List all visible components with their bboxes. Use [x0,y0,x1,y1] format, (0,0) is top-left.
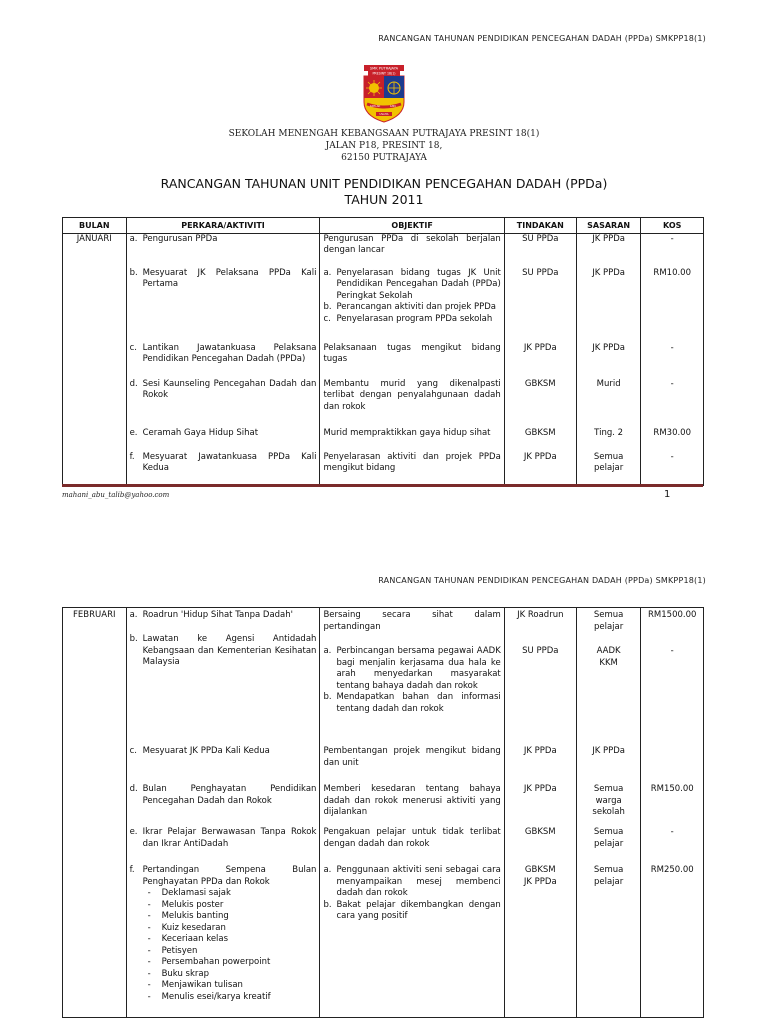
month-cell: FEBRUARI [63,608,127,1018]
header-kos: KOS [641,218,704,234]
footer-email: mahani_abu_talib@yahoo.com [62,491,170,499]
tindakan-cell: JK Roadrun SU PPDa JK PPDa JK PPDa GBKSM GBKSM JK PPDa [504,608,576,1018]
plan-table-page1 [62,217,704,486]
school-crest-icon [361,64,407,126]
title-line2: TAHUN 2011 [344,192,424,207]
school-name: SEKOLAH MENENGAH KEBANGSAAN PUTRAJAYA PRESINT 18(1) [228,129,540,139]
sasaran-cell: JK PPDa JK PPDa JK PPDa Murid Ting. 2 Semua pelajar [576,233,641,485]
school-address [0,128,768,164]
plan-table-page2 [62,607,704,1018]
objektif-cell: Bersaing secara sihat dalam pertandingan a. Perbincangan bersama pegawai AADK bagi menjalin kerjasama dua hala ke arah menyedarkan masyarakat tentang bahaya dadah dan rokok b. Mendapatkan bahan dan informasi tentang dadah dan rokok Pembentangan projek mengikut bidang dan unit Memberi kesedaran tentang bahaya dadah dan rokok menerusi aktiviti yang dijalankan Pengakuan pelajar untuk tidak terlibat dengan dadah dan rokok a. Penggunaan aktiviti seni sebagai cara menyampaikan mesej membenci dadah dan rokok b. Bakat pelajar dikembangkan dengan cara yang positif [320,608,504,1018]
perkara-cell: a. Pengurusan PPDa b. Mesyuarat JK Pelaksana PPDa Kali Pertama c. Lantikan Jawatankuasa Pelaksana Pendidikan Pencegahan Dadah (PPDa) d. Sesi Kaunseling Pencegahan Dadah dan Rokok e. Ceramah Gaya Hidup Sihat f. Mesyuarat Jawatankuasa PPDa Kali Kedua [126,233,320,485]
header-bulan: BULAN [63,218,127,234]
header-tindakan: TINDAKAN [504,218,576,234]
school-address-line2: 62150 PUTRAJAYA [341,153,427,163]
header-sasaran: SASARAN [576,218,641,234]
running-header-page2: RANCANGAN TAHUNAN PENDIDIKAN PENCEGAHAN DADAH (PPDa) SMKPP18(1) [378,576,706,585]
school-address-line1: JALAN P18, PRESINT 18, [325,141,443,151]
table-row [63,608,704,1018]
table-header-row [63,218,704,234]
crest-banner-sub: PRESINT 18(1) [372,71,396,76]
tindakan-cell: SU PPDa SU PPDa JK PPDa GBKSM GBKSM JK PPDa [504,233,576,485]
kos-cell: - RM10.00 - - RM30.00 - [641,233,704,485]
competition-list: - Deklamasi sajak - Melukis poster - Melukis banting - Kuiz kesedaran - Keceriaan kelas - Petisyen - Persembahan powerpoint - Buku skrap - Menjawikan tulisan - Menulis esei/karya kreatif [147,888,271,1002]
table-row [63,233,704,485]
document-title [0,176,768,208]
crest-banner-top: SMK PUTRAJAYA [369,66,399,71]
header-perkara: PERKARA/AKTIVITI [126,218,320,234]
month-cell: JANUARI [63,233,127,485]
kos-cell: RM1500.00 - RM150.00 - RM250.00 [641,608,704,1018]
title-line1: RANCANGAN TAHUNAN UNIT PENDIDIKAN PENCEGAHAN DADAH (PPDa) [160,176,608,191]
crest-motto-bottom: USAHA [379,113,389,117]
page-number: 1 [664,489,671,500]
crest-motto-right: ILMU [389,105,397,108]
footer-divider [62,484,703,487]
objektif-cell: Pengurusan PPDa di sekolah berjalan dengan lancar a. Penyelarasan bidang tugas JK Unit Pendidikan Pencegahan Dadah (PPDa) Peringkat Sekolah b. Perancangan aktiviti dan projek PPDa c. Penyelarasan program PPDa sekolah Pelaksanaan tugas mengikut bidang tugas Membantu murid yang dikenalpasti terlibat dengan penyalahgunaan dadah dan rokok Murid mempraktikkan gaya hidup sihat Penyelarasan aktiviti dan projek PPDa mengikut bidang [320,233,504,485]
perkara-cell: a. Roadrun 'Hidup Sihat Tanpa Dadah' b. Lawatan ke Agensi Antidadah Kebangsaan dan Kementerian Kesihatan Malaysia c. Mesyuarat JK PPDa Kali Kedua d. Bulan Penghayatan Pendidikan Pencegahan Dadah dan Rokok e. Ikrar Pelajar Berwawasan Tanpa Rokok dan Ikrar AntiDadah f. Pertandingan Sempena Bulan Penghayatan PPDa dan Rokok - Deklamasi sajak - Melukis poster - Melukis banting - Kuiz kesedaran - Keceriaan kelas - Petisyen - Persembahan powerpoint - Buku skrap - Menjawikan tulisan - Menulis esei/karya kreatif [126,608,320,1018]
sasaran-cell: Semua pelajar AADK KKM JK PPDa Semua warga sekolah Semua pelajar Semua pelajar [576,608,641,1018]
crest-motto-left: AKHLAK [369,105,381,108]
running-header: RANCANGAN TAHUNAN PENDIDIKAN PENCEGAHAN DADAH (PPDa) SMKPP18(1) [378,34,706,43]
header-objektif: OBJEKTIF [320,218,504,234]
